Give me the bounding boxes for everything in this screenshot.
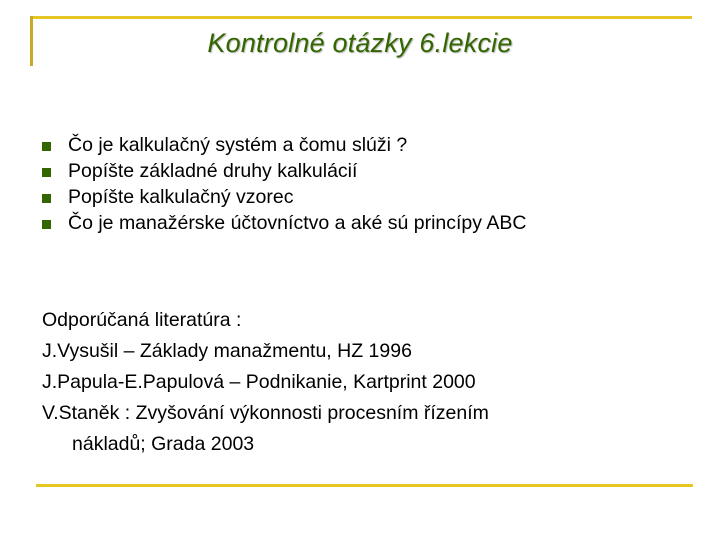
references-section — [42, 305, 682, 460]
question-item — [42, 158, 526, 184]
question-item — [42, 132, 526, 158]
question-list — [42, 132, 526, 236]
reference-item: J.Papula-E.Papulová – Podnikanie, Kartprint 2000 — [42, 371, 476, 393]
slide-title: Kontrolné otázky 6.lekcie — [207, 28, 513, 58]
question-text: Popíšte kalkulačný vzorec — [68, 186, 294, 208]
question-text: Čo je kalkulačný systém a čomu slúži ? — [68, 134, 408, 156]
question-text: Čo je manažérske účtovníctvo a aké sú princípy ABC — [68, 212, 527, 234]
reference-item: V.Staněk : Zvyšování výkonnosti procesním řízením — [42, 402, 489, 424]
references-heading: Odporúčaná literatúra : — [42, 309, 242, 331]
question-item — [42, 184, 526, 210]
square-bullet-icon — [42, 142, 51, 151]
question-item — [42, 210, 526, 236]
frame-bottom-line — [36, 484, 693, 487]
square-bullet-icon — [42, 194, 51, 203]
frame-top-line — [30, 16, 692, 19]
square-bullet-icon — [42, 220, 51, 229]
reference-item-continuation: nákladů; Grada 2003 — [72, 433, 255, 455]
reference-item: J.Vysušil – Základy manažmentu, HZ 1996 — [42, 340, 412, 362]
square-bullet-icon — [42, 168, 51, 177]
question-text: Popíšte základné druhy kalkulácií — [68, 160, 358, 182]
